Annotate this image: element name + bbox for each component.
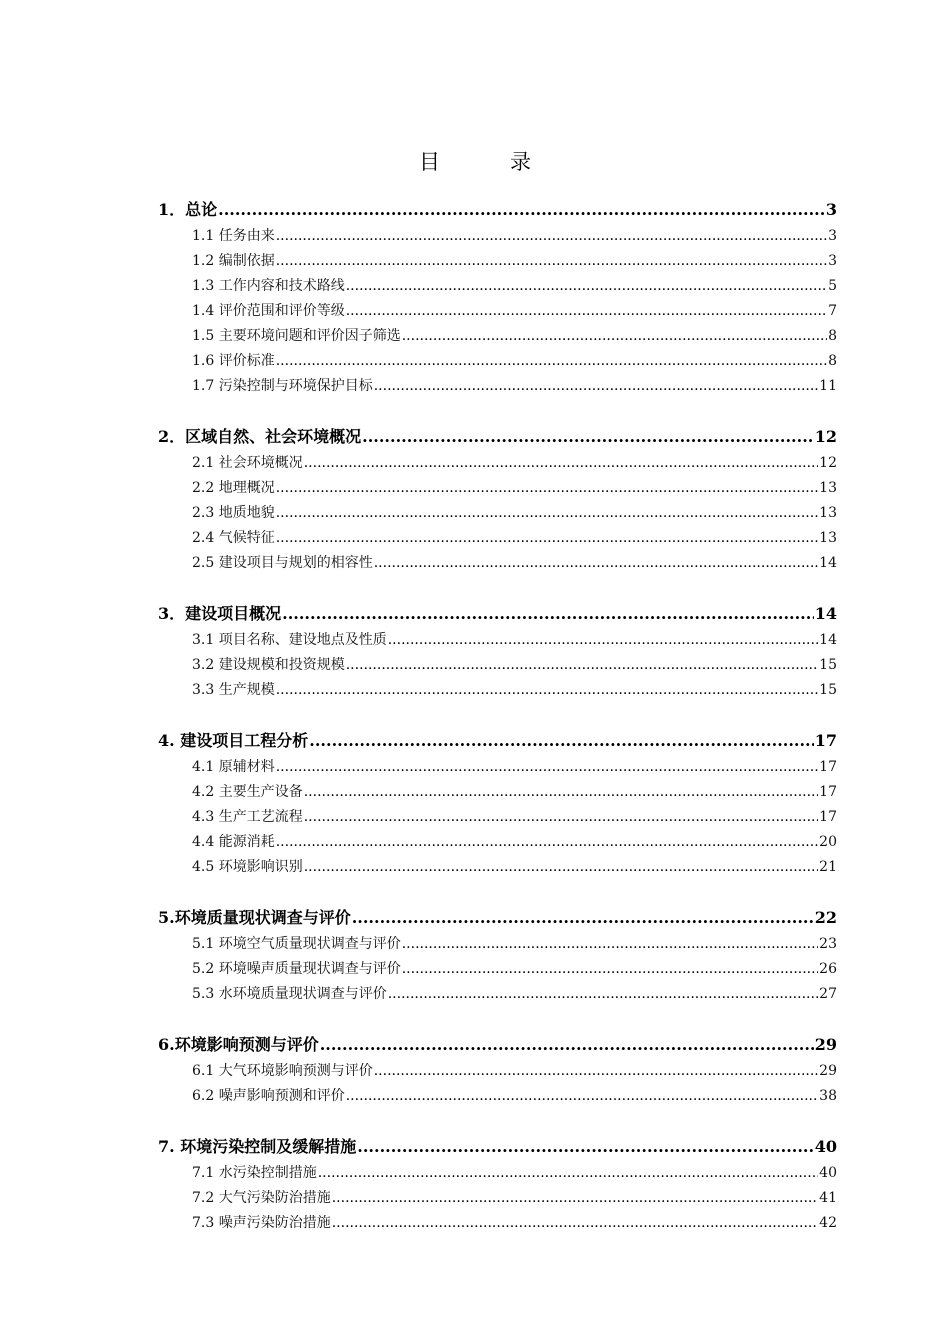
- toc-page-number: 8: [828, 328, 837, 344]
- dot-leader: [346, 653, 818, 678]
- toc-subsection-entry[interactable]: [158, 1211, 837, 1236]
- toc-page-number: 13: [819, 505, 837, 521]
- toc-page-number: 13: [819, 530, 837, 546]
- toc-subsection-entry[interactable]: [158, 249, 837, 274]
- toc-page-number: 38: [819, 1088, 837, 1104]
- dot-leader: [276, 501, 818, 526]
- toc-page-number: 13: [819, 480, 837, 496]
- dot-leader: [304, 805, 818, 830]
- toc-entry-label: 2.2 地理概况: [192, 480, 275, 496]
- dot-leader: [352, 904, 814, 932]
- toc-page-number: 3: [828, 228, 837, 244]
- dot-leader: [276, 476, 818, 501]
- dot-leader: [402, 932, 818, 957]
- toc-subsection-entry[interactable]: [158, 349, 837, 374]
- toc-entry-label: 3.1 项目名称、建设地点及性质: [192, 632, 387, 648]
- dot-leader: [276, 830, 818, 855]
- toc-page-number: 12: [819, 455, 837, 471]
- toc-entry-label: 4.5 环境影响识别: [192, 859, 303, 875]
- toc-entry-label: 2.1 社会环境概况: [192, 455, 303, 471]
- toc-subsection-entry[interactable]: [158, 1059, 837, 1084]
- dot-leader: [388, 628, 818, 653]
- toc-subsection-entry[interactable]: [158, 805, 837, 830]
- toc-entry-label: 1.5 主要环境问题和评价因子筛选: [192, 328, 401, 344]
- toc-section: [158, 600, 837, 703]
- toc-subsection-entry[interactable]: [158, 324, 837, 349]
- toc-page-number: 40: [814, 1137, 837, 1156]
- toc-page-number: 22: [814, 908, 837, 927]
- toc-subsection-entry[interactable]: [158, 653, 837, 678]
- toc-subsection-entry[interactable]: [158, 476, 837, 501]
- dot-leader: [346, 299, 827, 324]
- dot-leader: [402, 324, 827, 349]
- toc-section: [158, 423, 837, 576]
- toc-page-number: 14: [819, 555, 837, 571]
- toc-entry-label: 1.1 任务由来: [192, 228, 275, 244]
- toc-page-number: 17: [814, 731, 837, 750]
- toc-entry-label: 5.环境质量现状调查与评价: [158, 908, 351, 927]
- dot-leader: [304, 855, 818, 880]
- toc-entry-label: 1．总论: [158, 200, 218, 219]
- toc-title-right: 录: [510, 150, 531, 174]
- toc-page-number: 29: [814, 1035, 837, 1054]
- toc-subsection-entry[interactable]: [158, 780, 837, 805]
- toc-subsection-entry[interactable]: [158, 451, 837, 476]
- toc-chapter-entry[interactable]: [158, 904, 837, 932]
- dot-leader: [332, 1211, 818, 1236]
- toc-chapter-entry[interactable]: [158, 423, 837, 451]
- toc-entry-label: 2．区域自然、社会环境概况: [158, 427, 362, 446]
- toc-chapter-entry[interactable]: [158, 727, 837, 755]
- toc-page-number: 15: [819, 657, 837, 673]
- toc-title-left: 目: [419, 150, 440, 174]
- toc-page-number: 29: [819, 1063, 837, 1079]
- toc-page-number: 5: [828, 278, 837, 294]
- toc-entry-label: 3．建设项目概况: [158, 604, 282, 623]
- toc-chapter-entry[interactable]: [158, 1133, 837, 1161]
- toc-subsection-entry[interactable]: [158, 224, 837, 249]
- toc-page-number: 20: [819, 834, 837, 850]
- toc-subsection-entry[interactable]: [158, 1161, 837, 1186]
- dot-leader: [309, 727, 813, 755]
- toc-page-number: 12: [814, 427, 837, 446]
- toc-section: [158, 1031, 837, 1109]
- toc-page-number: 40: [819, 1165, 837, 1181]
- toc-entry-label: 3.2 建设规模和投资规模: [192, 657, 345, 673]
- toc-subsection-entry[interactable]: [158, 299, 837, 324]
- toc-chapter-entry[interactable]: [158, 1031, 837, 1059]
- dot-leader: [276, 755, 818, 780]
- toc-entry-label: 2.5 建设项目与规划的相容性: [192, 555, 373, 571]
- dot-leader: [388, 982, 818, 1007]
- dot-leader: [276, 249, 827, 274]
- dot-leader: [402, 957, 818, 982]
- toc-entry-label: 4.3 生产工艺流程: [192, 809, 303, 825]
- dot-leader: [374, 551, 818, 576]
- toc-entry-label: 6.环境影响预测与评价: [158, 1035, 319, 1054]
- toc-page-number: 7: [828, 303, 837, 319]
- toc-entry-label: 1.2 编制依据: [192, 253, 275, 269]
- toc-page-number: 42: [819, 1215, 837, 1231]
- table-of-contents: [158, 196, 837, 1260]
- toc-subsection-entry[interactable]: [158, 628, 837, 653]
- dot-leader: [276, 349, 827, 374]
- dot-leader: [318, 1161, 818, 1186]
- toc-chapter-entry[interactable]: [158, 600, 837, 628]
- toc-entry-label: 5.2 环境噪声质量现状调查与评价: [192, 961, 401, 977]
- toc-subsection-entry[interactable]: [158, 526, 837, 551]
- toc-subsection-entry[interactable]: [158, 551, 837, 576]
- toc-entry-label: 7.1 水污染控制措施: [192, 1165, 317, 1181]
- toc-entry-label: 7. 环境污染控制及缓解措施: [158, 1137, 357, 1156]
- dot-leader: [346, 1084, 818, 1109]
- toc-page-number: 17: [819, 809, 837, 825]
- toc-section: [158, 904, 837, 1007]
- toc-subsection-entry[interactable]: [158, 755, 837, 780]
- dot-leader: [362, 423, 814, 451]
- dot-leader: [304, 780, 818, 805]
- toc-entry-label: 2.4 气候特征: [192, 530, 275, 546]
- toc-entry-label: 6.1 大气环境影响预测与评价: [192, 1063, 373, 1079]
- toc-subsection-entry[interactable]: [158, 957, 837, 982]
- toc-page-number: 21: [819, 859, 837, 875]
- toc-page-number: 17: [819, 784, 837, 800]
- toc-entry-label: 1.4 评价范围和评价等级: [192, 303, 345, 319]
- toc-page-number: 17: [819, 759, 837, 775]
- toc-entry-label: 4.1 原辅材料: [192, 759, 275, 775]
- dot-leader: [304, 451, 818, 476]
- toc-subsection-entry[interactable]: [158, 830, 837, 855]
- toc-subsection-entry[interactable]: [158, 274, 837, 299]
- toc-entry-label: 1.3 工作内容和技术路线: [192, 278, 345, 294]
- toc-subsection-entry[interactable]: [158, 374, 837, 399]
- toc-page-number: 23: [819, 936, 837, 952]
- toc-chapter-entry[interactable]: [158, 196, 837, 224]
- toc-subsection-entry[interactable]: [158, 678, 837, 703]
- dot-leader: [320, 1031, 814, 1059]
- toc-page-number: 27: [819, 986, 837, 1002]
- toc-entry-label: 4.4 能源消耗: [192, 834, 275, 850]
- toc-subsection-entry[interactable]: [158, 855, 837, 880]
- toc-title: [0, 146, 950, 176]
- dot-leader: [276, 224, 827, 249]
- dot-leader: [276, 678, 818, 703]
- dot-leader: [346, 274, 827, 299]
- toc-page-number: 14: [814, 604, 837, 623]
- toc-page-number: 26: [819, 961, 837, 977]
- toc-entry-label: 5.1 环境空气质量现状调查与评价: [192, 936, 401, 952]
- toc-subsection-entry[interactable]: [158, 501, 837, 526]
- toc-entry-label: 4.2 主要生产设备: [192, 784, 303, 800]
- toc-page-number: 11: [819, 378, 837, 394]
- toc-page-number: 15: [819, 682, 837, 698]
- toc-entry-label: 1.7 污染控制与环境保护目标: [192, 378, 373, 394]
- dot-leader: [282, 600, 814, 628]
- dot-leader: [374, 1059, 818, 1084]
- toc-entry-label: 3.3 生产规模: [192, 682, 275, 698]
- toc-page-number: 14: [819, 632, 837, 648]
- toc-page-number: 3: [825, 200, 837, 219]
- toc-entry-label: 2.3 地质地貌: [192, 505, 275, 521]
- toc-entry-label: 6.2 噪声影响预测和评价: [192, 1088, 345, 1104]
- toc-section: [158, 196, 837, 399]
- toc-page-number: 3: [828, 253, 837, 269]
- toc-entry-label: 5.3 水环境质量现状调查与评价: [192, 986, 387, 1002]
- toc-section: [158, 727, 837, 880]
- dot-leader: [332, 1186, 818, 1211]
- toc-entry-label: 7.2 大气污染防治措施: [192, 1190, 331, 1206]
- toc-entry-label: 7.3 噪声污染防治措施: [192, 1215, 331, 1231]
- dot-leader: [218, 196, 825, 224]
- dot-leader: [276, 526, 818, 551]
- toc-entry-label: 1.6 评价标准: [192, 353, 275, 369]
- toc-page-number: 41: [819, 1190, 837, 1206]
- toc-section: [158, 1133, 837, 1236]
- dot-leader: [357, 1133, 813, 1161]
- dot-leader: [374, 374, 818, 399]
- toc-entry-label: 4. 建设项目工程分析: [158, 731, 309, 750]
- toc-page-number: 8: [828, 353, 837, 369]
- toc-subsection-entry[interactable]: [158, 1186, 837, 1211]
- toc-subsection-entry[interactable]: [158, 982, 837, 1007]
- toc-subsection-entry[interactable]: [158, 932, 837, 957]
- toc-subsection-entry[interactable]: [158, 1084, 837, 1109]
